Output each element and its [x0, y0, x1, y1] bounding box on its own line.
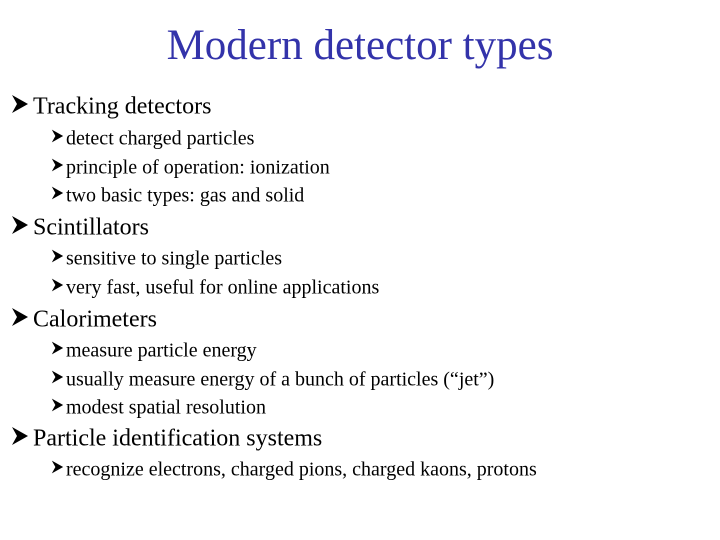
arrowhead-bullet-icon	[49, 458, 66, 476]
arrowhead-bullet-icon	[49, 156, 66, 174]
arrowhead-bullet-icon	[7, 214, 33, 236]
arrowhead-bullet-icon	[7, 93, 33, 115]
slide-title: Modern detector types	[166, 22, 554, 69]
arrowhead-bullet-icon	[49, 247, 66, 265]
section-heading-label: Scintillators	[33, 214, 149, 241]
list-item-label: very fast, useful for online applications	[66, 276, 380, 299]
list-item-label: measure particle energy	[66, 339, 257, 362]
section-heading-label: Tracking detectors	[33, 93, 212, 120]
arrowhead-bullet-icon	[49, 127, 66, 145]
section-heading-label: Calorimeters	[33, 306, 157, 333]
list-item	[49, 393, 266, 420]
list-item-label: two basic types: gas and solid	[66, 184, 305, 207]
arrowhead-bullet-icon	[7, 306, 33, 328]
section-heading-particle-id	[7, 422, 322, 453]
list-item	[49, 181, 304, 208]
list-item	[49, 153, 330, 180]
list-item	[49, 455, 537, 482]
list-item-label: usually measure energy of a bunch of particles (“jet”)	[66, 368, 495, 391]
arrowhead-bullet-icon	[49, 339, 66, 357]
list-item-label: recognize electrons, charged pions, charged kaons, protons	[66, 458, 537, 481]
section-heading-scintillators	[7, 211, 149, 242]
list-item-label: principle of operation: ionization	[66, 156, 330, 179]
section-heading-calorimeters	[7, 303, 157, 334]
list-item	[49, 124, 254, 151]
list-item	[49, 365, 494, 392]
list-item	[49, 273, 379, 300]
section-heading-label: Particle identification systems	[33, 425, 323, 452]
list-item	[49, 244, 282, 271]
list-item	[49, 336, 257, 363]
arrowhead-bullet-icon	[7, 425, 33, 447]
list-item-label: modest spatial resolution	[66, 396, 266, 419]
arrowhead-bullet-icon	[49, 396, 66, 414]
section-heading-tracking	[7, 90, 211, 121]
arrowhead-bullet-icon	[49, 368, 66, 386]
list-item-label: sensitive to single particles	[66, 247, 283, 270]
list-item-label: detect charged particles	[66, 127, 255, 150]
arrowhead-bullet-icon	[49, 184, 66, 202]
arrowhead-bullet-icon	[49, 276, 66, 294]
